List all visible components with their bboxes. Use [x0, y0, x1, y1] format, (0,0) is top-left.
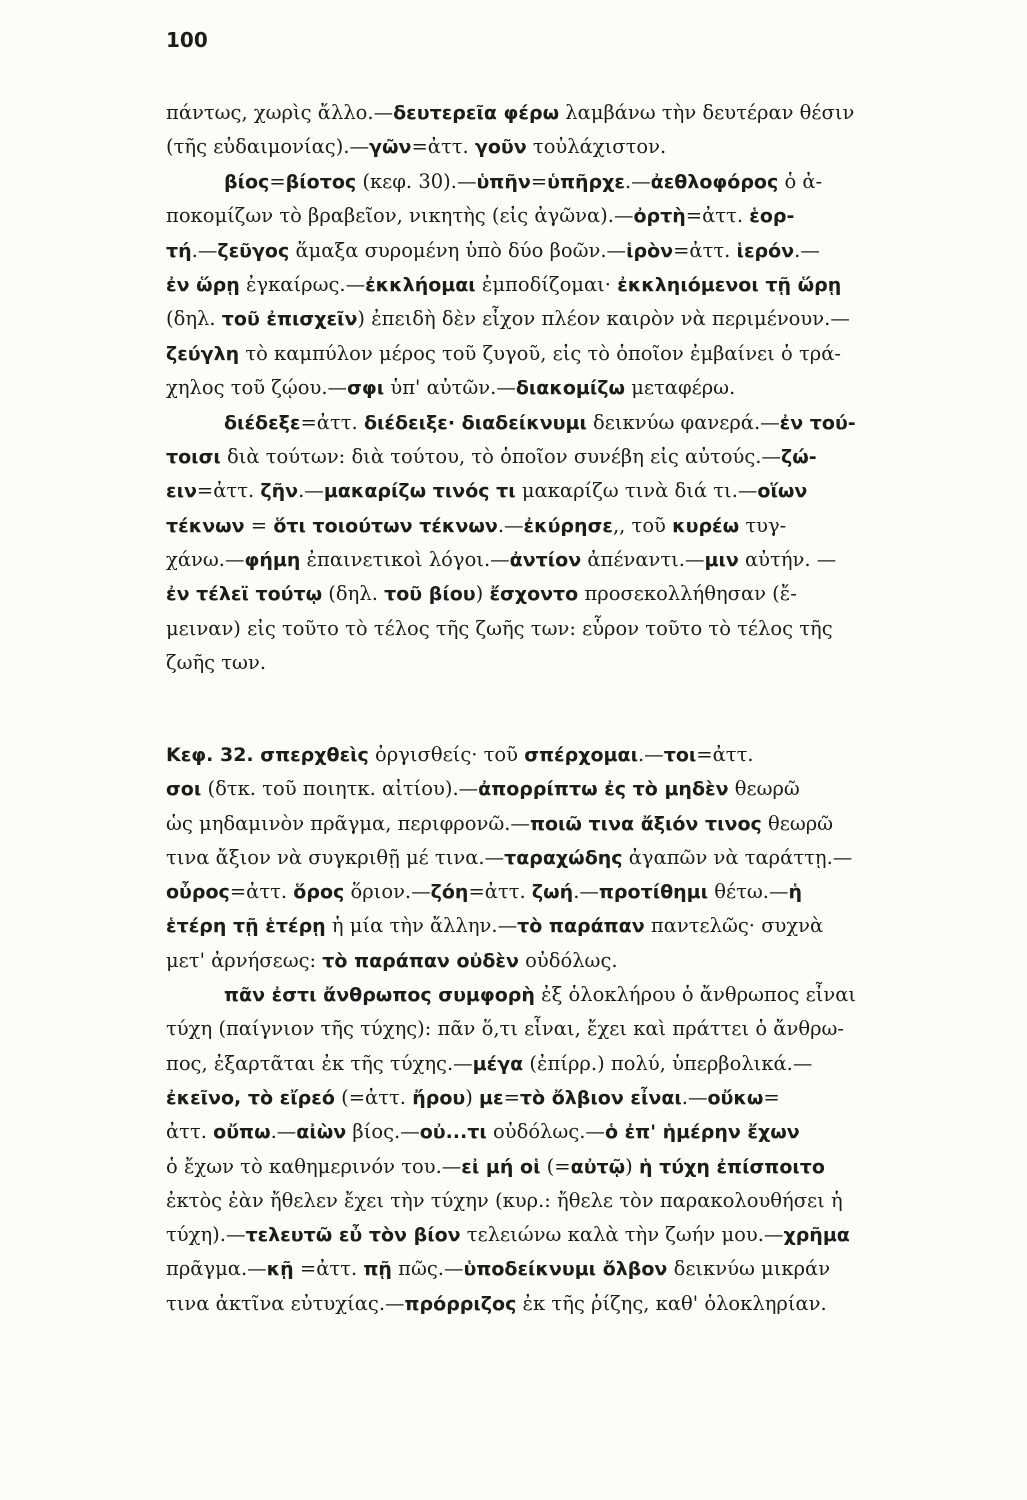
- text-line: ἐν τέλεϊ τούτῳ (δηλ. τοῦ βίου) ἔσχοντο προσεκολλήθησαν (ἔ-: [166, 582, 797, 606]
- text-line: ἑτέρη τῇ ἑτέρῃ ἡ μία τὴν ἄλλην.—τὸ παράπαν παντελῶς· συχνὰ: [166, 914, 824, 938]
- text-line: πάντως, χωρὶς ἄλλο.—δευτερεῖα φέρω λαμβάνω τὴν δευτέραν θέσιν: [166, 101, 855, 124]
- text-line: Κεφ. 32. σπερχθεὶς ὀργισθείς· τοῦ σπέρχομαι.—τοι=ἀττ.: [166, 743, 754, 766]
- text-line: ὁ ἔχων τὸ καθημερινόν του.—εἰ μή οἱ (=αὐτῷ) ἡ τύχη ἐπίσποιτο: [166, 1154, 825, 1178]
- text-line: τύχη (παίγνιον τῆς τύχης): πᾶν ὅ,τι εἶναι, ἔχει καὶ πράττει ὁ ἄνθρω-: [166, 1017, 845, 1041]
- text-line: τινα ἀκτῖνα εὐτυχίας.—πρόρριζος ἐκ τῆς ῥίζης, καθ' ὁλοκληρίαν.: [166, 1291, 827, 1315]
- text-line: ειν=ἀττ. ζῆν.—μακαρίζω τινός τι μακαρίζω τινὰ διά τι.—οἵων: [166, 479, 808, 503]
- text-line: τέκνων = ὅτι τοιούτων τέκνων.—ἐκύρησε,, τοῦ κυρέω τυγ-: [166, 513, 787, 537]
- text-line: ζεύγλη τὸ καμπύλον μέρος τοῦ ζυγοῦ, εἰς τὸ ὁποῖον ἐμβαίνει ὁ τρά-: [166, 341, 841, 365]
- text-line: μετ' ἀρνήσεως: τὸ παράπαν οὐδὲν οὐδόλως.: [166, 948, 618, 972]
- text-line: μειναν) εἰς τοῦτο τὸ τέλος τῆς ζωῆς των: εὗρον τοῦτο τὸ τέλος τῆς: [166, 616, 833, 640]
- text-line: τοισι διὰ τούτων: διὰ τούτου, τὸ ὁποῖον συνέβη εἰς αὐτούς.—ζώ-: [166, 444, 817, 468]
- page-number: 100: [166, 28, 208, 52]
- text-line: οὖρος=ἀττ. ὅρος ὅριον.—ζόη=ἀττ. ζωή.—προτίθημι θέτω.—ἡ: [166, 880, 803, 904]
- text-line: τινα ἄξιον νὰ συγκριθῇ μέ τινα.—ταραχώδης ἀγαπῶν νὰ ταράττῃ.—: [166, 845, 853, 869]
- text-line: πᾶν ἐστι ἄνθρωπος συμφορὴ ἐξ ὁλοκλήρου ὁ ἄνθρωπος εἶναι: [224, 983, 857, 1007]
- text-line: ζωῆς των.: [166, 651, 267, 675]
- text-line: (δηλ. τοῦ ἐπισχεῖν) ἐπειδὴ δὲν εἶχον πλέον καιρὸν νὰ περιμένουν.—: [166, 307, 850, 331]
- text-line: πρᾶγμα.—κῇ =ἀττ. πῇ πῶς.—ὑποδείκνυμι ὄλβον δεικνύω μικράν: [166, 1257, 831, 1281]
- text-line: ἐκτὸς ἐὰν ἤθελεν ἔχει τὴν τύχην (κυρ.: ἤθελε τὸν παρακολουθήσει ἡ: [166, 1188, 843, 1212]
- text-line: ἀττ. οὔπω.—αἰὼν βίος.—οὐ...τι οὐδόλως.—ὁ ἐπ' ἡμέρην ἔχων: [166, 1120, 800, 1144]
- text-line: ποκομίζων τὸ βραβεῖον, νικητὴς (εἰς ἀγῶνα).—ὀρτὴ=ἀττ. ἑορ-: [166, 204, 795, 228]
- text-line: τύχη).—τελευτῶ εὖ τὸν βίον τελειώνω καλὰ τὴν ζωήν μου.—χρῆμα: [166, 1223, 850, 1247]
- text-line: τή.—ζεῦγος ἅμαξα συρομένη ὑπὸ δύο βοῶν.—ἱρὸν=ἀττ. ἱερόν.—: [166, 238, 820, 262]
- text-line: ἐκεῖνο, τὸ εἴρεό (=ἀττ. ἤρου) με=τὸ ὄλβιον εἶναι.—οὔκω=: [166, 1085, 780, 1109]
- text-line: βίος=βίοτος (κεφ. 30).—ὑπῆν=ὑπῆρχε.—ἀεθλοφόρος ὁ ἀ-: [224, 169, 823, 193]
- text-line: σοι (δτκ. τοῦ ποιητκ. αἰτίου).—ἀπορρίπτω ἐς τὸ μηδὲν θεωρῶ: [166, 777, 800, 801]
- text-line: χάνω.—φήμη ἐπαινετικοὶ λόγοι.—ἀντίον ἀπέναντι.—μιν αὐτήν. —: [166, 548, 837, 572]
- text-line: (τῆς εὐδαιμονίας).—γῶν=ἀττ. γοῦν τοὐλάχιστον.: [166, 135, 667, 159]
- commentary-paragraph-1: [166, 96, 1026, 681]
- text-line: πος, ἐξαρτᾶται ἐκ τῆς τύχης.—μέγα (ἐπίρρ.) πολύ, ὑπερβολικά.—: [166, 1051, 813, 1075]
- commentary-paragraph-2: [166, 738, 1026, 1321]
- text-line: ἐν ὥρῃ ἐγκαίρως.—ἐκκλήομαι ἐμποδίζομαι· ἐκκληιόμενοι τῇ ὥρῃ: [166, 272, 842, 296]
- text-line: διέδεξε=ἀττ. διέδειξε· διαδείκνυμι δεικνύω φανερά.—ἐν τού-: [224, 410, 856, 434]
- text-line: χηλος τοῦ ζῴου.—σφι ὑπ' αὐτῶν.—διακομίζω μεταφέρω.: [166, 376, 736, 400]
- text-line: ὡς μηδαμινὸν πρᾶγμα, περιφρονῶ.—ποιῶ τινα ἄξιόν τινος θεωρῶ: [166, 811, 834, 835]
